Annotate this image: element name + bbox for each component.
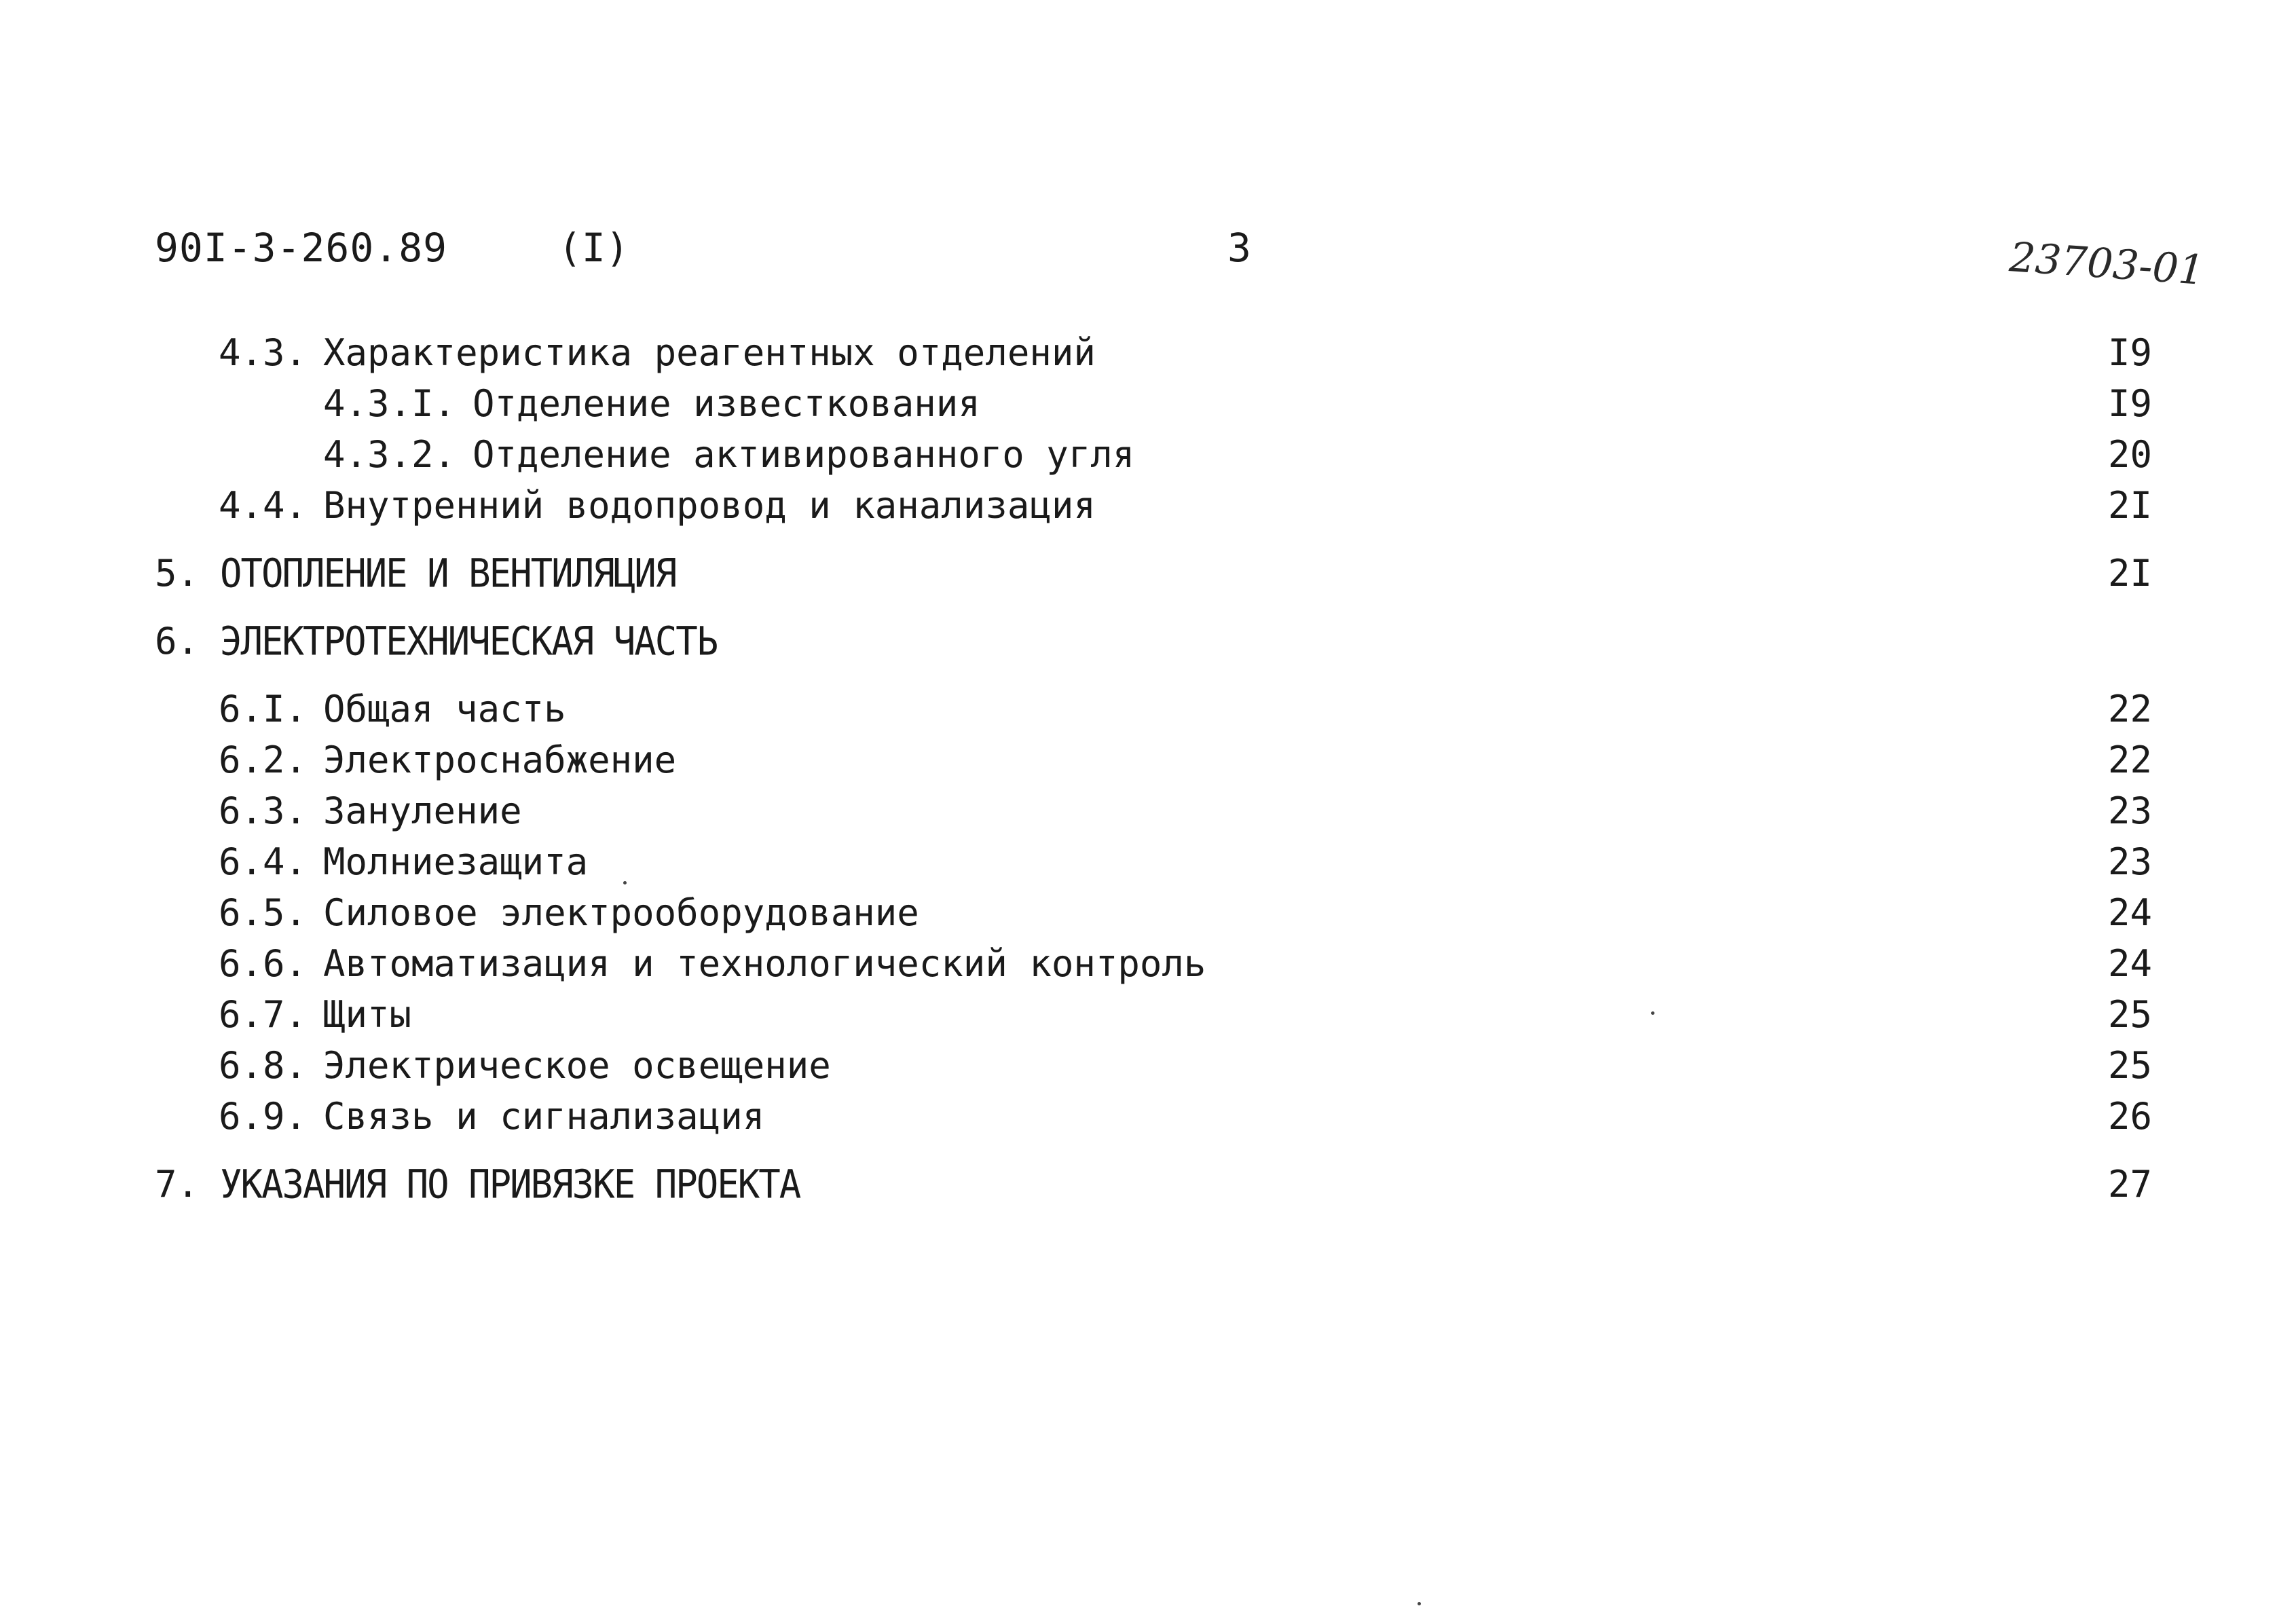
scan-speck bbox=[1651, 1011, 1654, 1015]
toc-entry bbox=[0, 988, 2296, 1042]
toc-entry bbox=[0, 1089, 2296, 1144]
toc-entry-page: 24 bbox=[2107, 942, 2152, 985]
toc-entry-number: 6.4. bbox=[219, 840, 308, 883]
toc-entry-page: 25 bbox=[2107, 993, 2152, 1036]
toc-entry-number: 6.8. bbox=[219, 1044, 308, 1087]
toc-section-page: 2I bbox=[2107, 552, 2152, 595]
toc-entry-number: 4.4. bbox=[219, 484, 308, 527]
page-number: 3 bbox=[1227, 225, 1251, 271]
toc-section-number: 5. bbox=[155, 552, 200, 595]
toc-entry-page: 23 bbox=[2107, 840, 2152, 883]
toc-entry-title: Силовое электрооборудование bbox=[323, 891, 919, 934]
toc-entry-title: Электроснабжение bbox=[323, 739, 677, 781]
toc-entry-page: I9 bbox=[2107, 331, 2152, 374]
document-code: 90I-3-260.89 bbox=[155, 225, 448, 271]
toc-entry-number: 6.2. bbox=[219, 739, 308, 781]
toc-entry-number: 6.5. bbox=[219, 891, 308, 934]
toc-section bbox=[0, 614, 2296, 669]
toc-entry-number: 4.3.I. bbox=[323, 382, 456, 425]
toc-section bbox=[0, 546, 2296, 601]
toc-entry-page: 2I bbox=[2107, 484, 2152, 527]
toc-entry bbox=[0, 835, 2296, 889]
toc-entry-title: Характеристика реагентных отделений bbox=[323, 331, 1096, 374]
toc-entry-title: Щиты bbox=[323, 993, 412, 1036]
toc-entry-title: Общая часть bbox=[323, 688, 566, 730]
toc-entry-number: 6.6. bbox=[219, 942, 308, 985]
toc-section-title: ОТОПЛЕНИЕ И ВЕНТИЛЯЦИЯ bbox=[220, 550, 676, 597]
document-part: (I) bbox=[558, 225, 629, 271]
toc-section-number: 7. bbox=[155, 1163, 200, 1206]
toc-entry-page: 26 bbox=[2107, 1095, 2152, 1138]
toc-entry bbox=[0, 886, 2296, 940]
toc-entry-title: Отделение активированного угля bbox=[473, 433, 1135, 476]
toc-entry-title: Электрическое освещение bbox=[323, 1044, 831, 1087]
toc-entry-page: 20 bbox=[2107, 433, 2152, 476]
toc-entry-title: Отделение известкования bbox=[473, 382, 980, 425]
toc-entry-page: 22 bbox=[2107, 739, 2152, 781]
toc-entry-page: 25 bbox=[2107, 1044, 2152, 1087]
toc-entry-number: 6.3. bbox=[219, 789, 308, 832]
toc-entry bbox=[0, 479, 2296, 533]
toc-entry bbox=[0, 733, 2296, 787]
toc-entry-number: 4.3. bbox=[219, 331, 308, 374]
toc-entry bbox=[0, 428, 2296, 482]
toc-entry-number: 6.I. bbox=[219, 688, 308, 730]
toc-section-title: УКАЗАНИЯ ПО ПРИВЯЗКЕ ПРОЕКТА bbox=[220, 1161, 800, 1208]
toc-section-number: 6. bbox=[155, 620, 200, 663]
scan-speck bbox=[623, 881, 627, 884]
toc-entry-page: 23 bbox=[2107, 789, 2152, 832]
toc-entry-title: Внутренний водопровод и канализация bbox=[323, 484, 1096, 527]
toc-entry bbox=[0, 1039, 2296, 1093]
toc-entry-title: Связь и сигнализация bbox=[323, 1095, 765, 1138]
scan-speck bbox=[1418, 1602, 1421, 1605]
toc-entry-number: 6.7. bbox=[219, 993, 308, 1036]
toc-entry-page: I9 bbox=[2107, 382, 2152, 425]
toc-entry bbox=[0, 682, 2296, 737]
toc-entry bbox=[0, 377, 2296, 431]
archive-number-handwritten: 23703-01 bbox=[2007, 234, 2206, 295]
toc-entry-number: 4.3.2. bbox=[323, 433, 456, 476]
toc-entry bbox=[0, 326, 2296, 380]
toc-section-page: 27 bbox=[2107, 1163, 2152, 1206]
toc-entry-title: Молниезащита bbox=[323, 840, 589, 883]
toc-entry-title: Автоматизация и технологический контроль bbox=[323, 942, 1206, 985]
toc-entry-page: 22 bbox=[2107, 688, 2152, 730]
toc-entry-title: Зануление bbox=[323, 789, 522, 832]
toc-entry-page: 24 bbox=[2107, 891, 2152, 934]
toc-section bbox=[0, 1157, 2296, 1212]
toc-entry-number: 6.9. bbox=[219, 1095, 308, 1138]
toc-entry bbox=[0, 784, 2296, 838]
toc-entry bbox=[0, 937, 2296, 991]
toc-section-title: ЭЛЕКТРОТЕХНИЧЕСКАЯ ЧАСТЬ bbox=[220, 618, 718, 665]
